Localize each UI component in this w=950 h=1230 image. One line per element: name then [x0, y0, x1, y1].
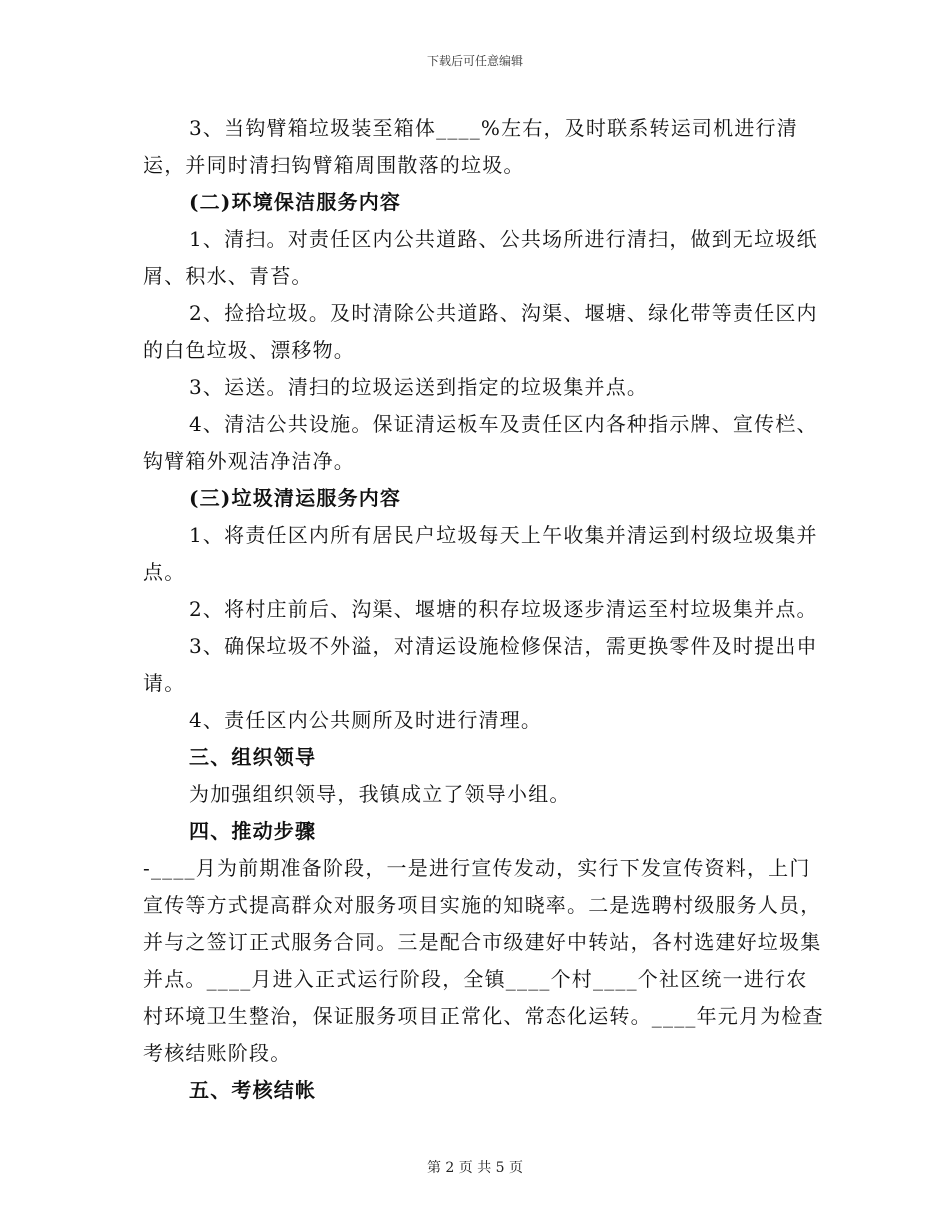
paragraph: 2、捡拾垃圾。及时清除公共道路、沟渠、堰塘、绿化带等责任区内的白色垃圾、漂移物。	[143, 301, 818, 362]
paragraph: 1、清扫。对责任区内公共道路、公共场所进行清扫，做到无垃圾纸屑、积水、青苔。	[143, 227, 818, 288]
page-number: 第 2 页 共 5 页	[426, 1160, 524, 1176]
paragraph: -____月为前期准备阶段，一是进行宣传发动，实行下发宣传资料，上门宣传等方式提高群众对服务项目实施的知晓率。二是选聘村级服务人员，并与之签订正式服务合同。三是配合市级建好中转站，各村选建好垃圾集并点。____月进入正式运行阶段，全镇____个村____个社区统一进行农村环境卫生整治，保证服务项目正常化、常态化运转。____年元月为检查考核结账阶段。	[143, 856, 824, 1065]
paragraph: 4、清洁公共设施。保证清运板车及责任区内各种指示牌、宣传栏、钩臂箱外观洁净洁净。	[143, 412, 818, 473]
section-heading: (二)环境保洁服务内容	[189, 190, 402, 214]
document-body	[143, 110, 825, 1109]
paragraph: 3、运送。清扫的垃圾运送到指定的垃圾集并点。	[189, 375, 649, 399]
section-heading: (三)垃圾清运服务内容	[189, 486, 402, 510]
section-heading: 五、考核结帐	[189, 1078, 317, 1102]
paragraph: 4、责任区内公共厕所及时进行清理。	[189, 708, 543, 732]
paragraph: 2、将村庄前后、沟渠、堰塘的积存垃圾逐步清运至村垃圾集并点。	[189, 597, 818, 621]
paragraph: 3、确保垃圾不外溢，对清运设施检修保洁，需更换零件及时提出申请。	[143, 634, 818, 695]
paragraph: 为加强组织领导，我镇成立了领导小组。	[189, 782, 571, 806]
paragraph: 3、当钩臂箱垃圾装至箱体____%左右，及时联系转运司机进行清运，并同时清扫钩臂箱周围散落的垃圾。	[143, 116, 798, 177]
section-heading: 四、推动步骤	[189, 819, 317, 843]
section-heading: 三、组织领导	[189, 745, 317, 769]
paragraph: 1、将责任区内所有居民户垃圾每天上午收集并清运到村级垃圾集并点。	[143, 523, 818, 584]
page-header-note: 下载后可任意编辑	[426, 54, 523, 68]
